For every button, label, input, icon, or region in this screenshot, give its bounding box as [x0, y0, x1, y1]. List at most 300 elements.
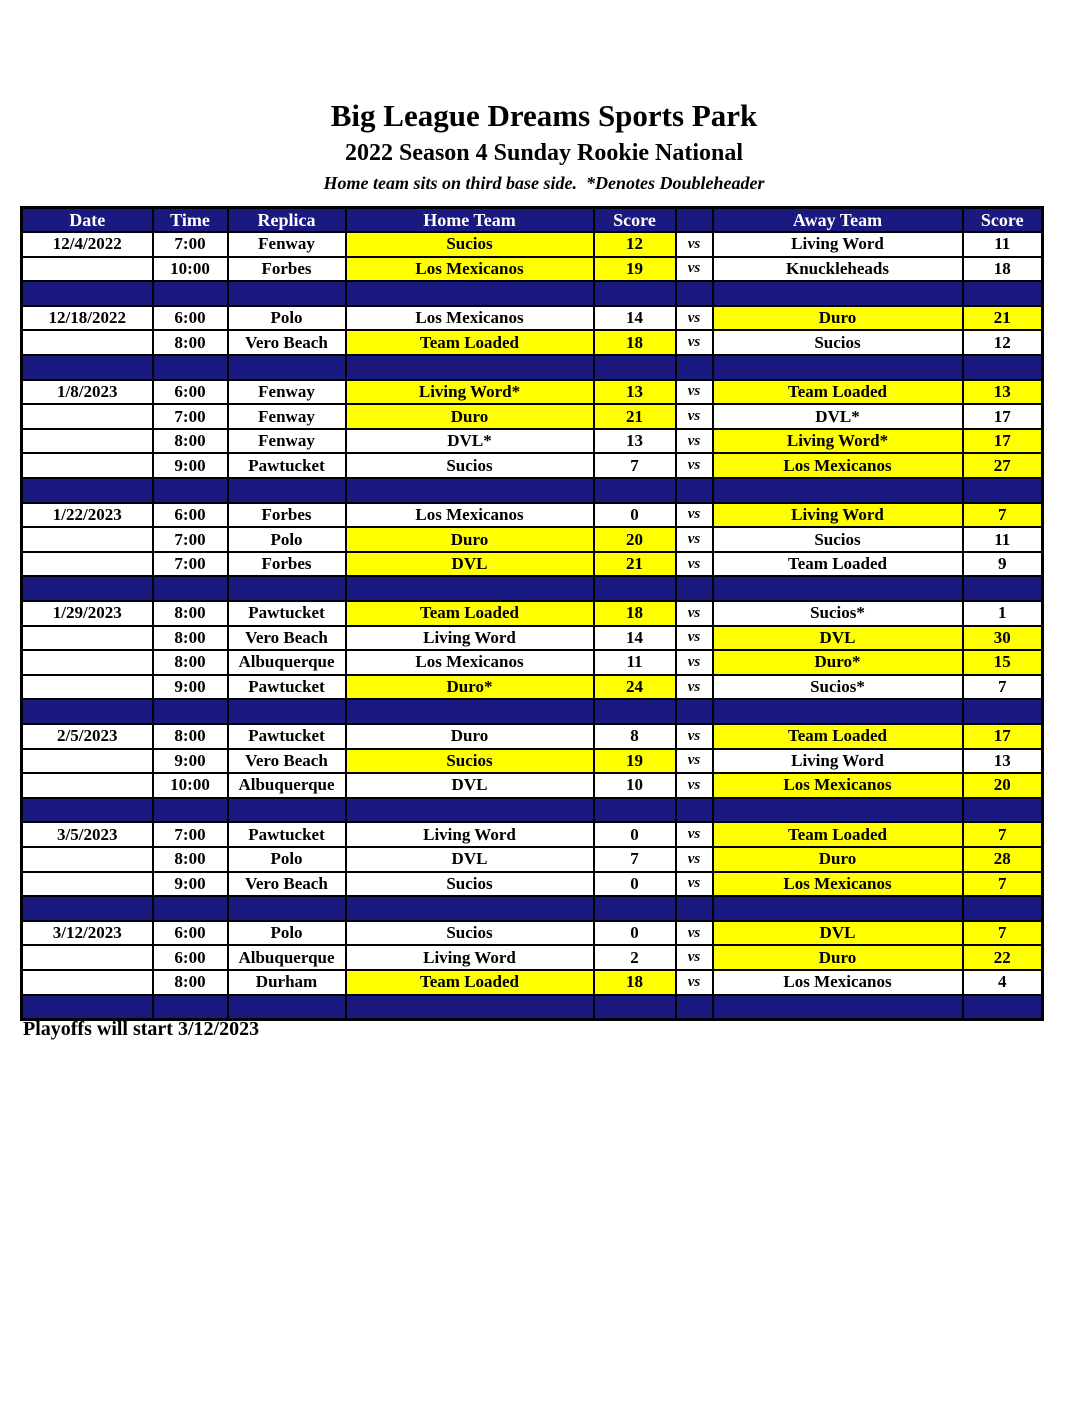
home-score-cell: 18 — [594, 970, 676, 995]
home-team-cell: Los Mexicanos — [346, 503, 594, 528]
away-team-cell: Los Mexicanos — [713, 970, 963, 995]
date-cell — [22, 626, 153, 651]
separator-cell — [228, 699, 346, 724]
separator-cell — [963, 355, 1043, 380]
away-team-cell: Knuckleheads — [713, 257, 963, 282]
vs-cell: vs — [676, 773, 713, 798]
date-cell: 1/22/2023 — [22, 503, 153, 528]
away-team-cell: Los Mexicanos — [713, 872, 963, 897]
separator-cell — [676, 699, 713, 724]
home-score-cell: 2 — [594, 945, 676, 970]
away-team-cell: DVL* — [713, 404, 963, 429]
home-score-cell: 13 — [594, 380, 676, 405]
away-team-cell: DVL — [713, 626, 963, 651]
away-score-cell: 11 — [963, 232, 1043, 257]
vs-cell: vs — [676, 945, 713, 970]
separator-cell — [346, 798, 594, 823]
home-team-cell: DVL — [346, 552, 594, 577]
replica-cell: Pawtucket — [228, 675, 346, 700]
game-row — [22, 257, 1043, 282]
game-row — [22, 232, 1043, 257]
away-score-cell: 7 — [963, 822, 1043, 847]
game-row — [22, 773, 1043, 798]
date-cell — [22, 429, 153, 454]
game-row — [22, 970, 1043, 995]
away-score-cell: 7 — [963, 675, 1043, 700]
col-header-replica: Replica — [228, 208, 346, 233]
game-row — [22, 429, 1043, 454]
replica-cell: Polo — [228, 847, 346, 872]
away-score-cell: 17 — [963, 724, 1043, 749]
home-score-cell: 20 — [594, 527, 676, 552]
away-score-cell: 13 — [963, 380, 1043, 405]
time-cell: 8:00 — [153, 601, 228, 626]
date-cell: 3/12/2023 — [22, 921, 153, 946]
time-cell: 7:00 — [153, 822, 228, 847]
away-score-cell: 30 — [963, 626, 1043, 651]
col-header-away-team: Away Team — [713, 208, 963, 233]
replica-cell: Fenway — [228, 404, 346, 429]
vs-cell: vs — [676, 749, 713, 774]
separator-cell — [228, 576, 346, 601]
time-cell: 8:00 — [153, 847, 228, 872]
col-header-home-team: Home Team — [346, 208, 594, 233]
separator-row — [22, 995, 1043, 1020]
home-score-cell: 0 — [594, 872, 676, 897]
replica-cell: Forbes — [228, 552, 346, 577]
separator-cell — [713, 478, 963, 503]
time-cell: 10:00 — [153, 257, 228, 282]
away-score-cell: 22 — [963, 945, 1043, 970]
home-team-cell: Team Loaded — [346, 970, 594, 995]
game-row — [22, 330, 1043, 355]
separator-cell — [228, 281, 346, 306]
separator-cell — [22, 995, 153, 1020]
date-cell: 3/5/2023 — [22, 822, 153, 847]
game-row — [22, 306, 1043, 331]
separator-row — [22, 355, 1043, 380]
home-score-cell: 0 — [594, 503, 676, 528]
separator-cell — [228, 995, 346, 1020]
away-score-cell: 9 — [963, 552, 1043, 577]
vs-cell: vs — [676, 601, 713, 626]
replica-cell: Pawtucket — [228, 453, 346, 478]
vs-cell: vs — [676, 847, 713, 872]
separator-cell — [153, 798, 228, 823]
separator-cell — [594, 478, 676, 503]
home-team-cell: Sucios — [346, 921, 594, 946]
separator-cell — [713, 281, 963, 306]
separator-cell — [346, 355, 594, 380]
time-cell: 8:00 — [153, 724, 228, 749]
home-team-cell: Los Mexicanos — [346, 257, 594, 282]
away-score-cell: 7 — [963, 872, 1043, 897]
away-score-cell: 28 — [963, 847, 1043, 872]
replica-cell: Albuquerque — [228, 650, 346, 675]
separator-cell — [153, 478, 228, 503]
home-score-cell: 11 — [594, 650, 676, 675]
separator-cell — [228, 896, 346, 921]
vs-cell: vs — [676, 552, 713, 577]
home-score-cell: 7 — [594, 453, 676, 478]
home-team-cell: Living Word — [346, 822, 594, 847]
home-team-cell: DVL — [346, 847, 594, 872]
time-cell: 8:00 — [153, 626, 228, 651]
vs-cell: vs — [676, 257, 713, 282]
separator-cell — [713, 576, 963, 601]
separator-cell — [676, 896, 713, 921]
vs-cell: vs — [676, 724, 713, 749]
away-score-cell: 20 — [963, 773, 1043, 798]
playoffs-note: Playoffs will start 3/12/2023 — [23, 1018, 260, 1040]
vs-cell: vs — [676, 675, 713, 700]
time-cell: 8:00 — [153, 650, 228, 675]
time-cell: 8:00 — [153, 330, 228, 355]
page-subtitle: 2022 Season 4 Sunday Rookie National — [344, 140, 744, 166]
home-score-cell: 14 — [594, 306, 676, 331]
home-score-cell: 12 — [594, 232, 676, 257]
game-row — [22, 724, 1043, 749]
time-cell: 6:00 — [153, 503, 228, 528]
replica-cell: Forbes — [228, 503, 346, 528]
replica-cell: Pawtucket — [228, 601, 346, 626]
home-team-cell: DVL — [346, 773, 594, 798]
separator-cell — [713, 896, 963, 921]
home-team-cell: Team Loaded — [346, 330, 594, 355]
home-score-cell: 21 — [594, 552, 676, 577]
away-score-cell: 7 — [963, 921, 1043, 946]
page-title: Big League Dreams Sports Park — [330, 98, 758, 133]
vs-cell: vs — [676, 872, 713, 897]
home-score-cell: 24 — [594, 675, 676, 700]
replica-cell: Albuquerque — [228, 773, 346, 798]
replica-cell: Polo — [228, 527, 346, 552]
game-row — [22, 404, 1043, 429]
time-cell: 7:00 — [153, 232, 228, 257]
game-row — [22, 503, 1043, 528]
away-score-cell: 15 — [963, 650, 1043, 675]
away-team-cell: Living Word — [713, 232, 963, 257]
game-row — [22, 527, 1043, 552]
separator-cell — [676, 798, 713, 823]
separator-cell — [22, 896, 153, 921]
date-cell: 12/4/2022 — [22, 232, 153, 257]
replica-cell: Polo — [228, 921, 346, 946]
separator-cell — [153, 281, 228, 306]
separator-cell — [228, 798, 346, 823]
away-score-cell: 17 — [963, 404, 1043, 429]
separator-cell — [22, 281, 153, 306]
home-score-cell: 14 — [594, 626, 676, 651]
time-cell: 6:00 — [153, 945, 228, 970]
separator-row — [22, 896, 1043, 921]
away-team-cell: Sucios* — [713, 601, 963, 626]
home-team-cell: Duro — [346, 724, 594, 749]
away-team-cell: Team Loaded — [713, 724, 963, 749]
separator-cell — [153, 995, 228, 1020]
replica-cell: Albuquerque — [228, 945, 346, 970]
vs-cell: vs — [676, 306, 713, 331]
col-header-date: Date — [22, 208, 153, 233]
away-score-cell: 13 — [963, 749, 1043, 774]
col-header-away-score: Score — [963, 208, 1043, 233]
date-cell — [22, 970, 153, 995]
date-cell — [22, 552, 153, 577]
time-cell: 9:00 — [153, 749, 228, 774]
game-row — [22, 921, 1043, 946]
date-cell — [22, 773, 153, 798]
game-row — [22, 552, 1043, 577]
separator-cell — [346, 576, 594, 601]
separator-row — [22, 576, 1043, 601]
vs-cell: vs — [676, 232, 713, 257]
time-cell: 9:00 — [153, 872, 228, 897]
col-header-time: Time — [153, 208, 228, 233]
home-team-note: Home team sits on third base side. *Denotes Doubleheader — [323, 173, 765, 193]
header-row — [22, 208, 1043, 233]
separator-cell — [594, 355, 676, 380]
away-team-cell: Sucios — [713, 527, 963, 552]
home-team-cell: Living Word* — [346, 380, 594, 405]
away-team-cell: Duro — [713, 847, 963, 872]
replica-cell: Vero Beach — [228, 626, 346, 651]
game-row — [22, 945, 1043, 970]
date-cell — [22, 749, 153, 774]
separator-cell — [346, 896, 594, 921]
separator-row — [22, 478, 1043, 503]
date-cell: 2/5/2023 — [22, 724, 153, 749]
away-team-cell: Living Word — [713, 503, 963, 528]
separator-cell — [963, 896, 1043, 921]
time-cell: 7:00 — [153, 552, 228, 577]
vs-cell: vs — [676, 527, 713, 552]
time-cell: 9:00 — [153, 675, 228, 700]
away-team-cell: Duro — [713, 945, 963, 970]
date-cell — [22, 650, 153, 675]
game-row — [22, 872, 1043, 897]
home-team-cell: Sucios — [346, 453, 594, 478]
away-score-cell: 12 — [963, 330, 1043, 355]
date-cell — [22, 330, 153, 355]
separator-cell — [153, 896, 228, 921]
separator-cell — [963, 798, 1043, 823]
time-cell: 6:00 — [153, 306, 228, 331]
home-team-cell: Living Word — [346, 945, 594, 970]
vs-column-header — [676, 208, 713, 233]
game-row — [22, 380, 1043, 405]
time-cell: 8:00 — [153, 970, 228, 995]
separator-cell — [153, 355, 228, 380]
date-cell — [22, 453, 153, 478]
home-score-cell: 18 — [594, 330, 676, 355]
away-score-cell: 21 — [963, 306, 1043, 331]
away-team-cell: Sucios* — [713, 675, 963, 700]
vs-cell: vs — [676, 650, 713, 675]
game-row — [22, 626, 1043, 651]
separator-cell — [22, 798, 153, 823]
date-cell — [22, 847, 153, 872]
game-row — [22, 675, 1043, 700]
home-team-cell: Duro* — [346, 675, 594, 700]
away-team-cell: Duro — [713, 306, 963, 331]
separator-cell — [963, 576, 1043, 601]
game-row — [22, 601, 1043, 626]
col-header-home-score: Score — [594, 208, 676, 233]
game-row — [22, 847, 1043, 872]
separator-cell — [153, 576, 228, 601]
separator-cell — [594, 995, 676, 1020]
away-score-cell: 27 — [963, 453, 1043, 478]
away-team-cell: Team Loaded — [713, 552, 963, 577]
vs-cell: vs — [676, 453, 713, 478]
vs-cell: vs — [676, 921, 713, 946]
game-row — [22, 749, 1043, 774]
home-score-cell: 7 — [594, 847, 676, 872]
separator-cell — [153, 699, 228, 724]
away-score-cell: 1 — [963, 601, 1043, 626]
replica-cell: Pawtucket — [228, 822, 346, 847]
separator-cell — [713, 798, 963, 823]
home-score-cell: 8 — [594, 724, 676, 749]
separator-cell — [22, 699, 153, 724]
separator-cell — [713, 699, 963, 724]
time-cell: 6:00 — [153, 921, 228, 946]
date-cell: 1/29/2023 — [22, 601, 153, 626]
away-score-cell: 4 — [963, 970, 1043, 995]
separator-cell — [676, 576, 713, 601]
separator-row — [22, 281, 1043, 306]
home-score-cell: 18 — [594, 601, 676, 626]
separator-cell — [676, 281, 713, 306]
separator-cell — [594, 896, 676, 921]
table-header — [22, 208, 1043, 233]
replica-cell: Polo — [228, 306, 346, 331]
separator-cell — [963, 699, 1043, 724]
vs-cell: vs — [676, 380, 713, 405]
home-score-cell: 13 — [594, 429, 676, 454]
separator-cell — [22, 355, 153, 380]
separator-cell — [22, 478, 153, 503]
replica-cell: Durham — [228, 970, 346, 995]
away-team-cell: Los Mexicanos — [713, 773, 963, 798]
separator-cell — [228, 355, 346, 380]
separator-cell — [713, 995, 963, 1020]
separator-cell — [594, 281, 676, 306]
home-team-cell: Sucios — [346, 872, 594, 897]
separator-cell — [346, 699, 594, 724]
home-team-cell: Sucios — [346, 749, 594, 774]
away-score-cell: 11 — [963, 527, 1043, 552]
vs-cell: vs — [676, 330, 713, 355]
date-cell: 1/8/2023 — [22, 380, 153, 405]
schedule-table — [20, 206, 1044, 1021]
separator-cell — [228, 478, 346, 503]
replica-cell: Vero Beach — [228, 330, 346, 355]
replica-cell: Pawtucket — [228, 724, 346, 749]
home-team-cell: Team Loaded — [346, 601, 594, 626]
game-row — [22, 650, 1043, 675]
separator-row — [22, 798, 1043, 823]
time-cell: 7:00 — [153, 527, 228, 552]
away-score-cell: 18 — [963, 257, 1043, 282]
vs-cell: vs — [676, 626, 713, 651]
home-score-cell: 0 — [594, 822, 676, 847]
replica-cell: Fenway — [228, 380, 346, 405]
separator-cell — [713, 355, 963, 380]
home-team-cell: Duro — [346, 404, 594, 429]
home-score-cell: 0 — [594, 921, 676, 946]
separator-cell — [594, 798, 676, 823]
away-team-cell: Duro* — [713, 650, 963, 675]
replica-cell: Vero Beach — [228, 749, 346, 774]
home-team-cell: Los Mexicanos — [346, 650, 594, 675]
table-body — [22, 232, 1043, 1019]
replica-cell: Forbes — [228, 257, 346, 282]
separator-cell — [346, 478, 594, 503]
separator-cell — [676, 355, 713, 380]
separator-cell — [963, 995, 1043, 1020]
away-team-cell: Team Loaded — [713, 822, 963, 847]
away-team-cell: DVL — [713, 921, 963, 946]
separator-cell — [346, 281, 594, 306]
away-score-cell: 17 — [963, 429, 1043, 454]
vs-cell: vs — [676, 404, 713, 429]
time-cell: 8:00 — [153, 429, 228, 454]
date-cell — [22, 945, 153, 970]
away-team-cell: Sucios — [713, 330, 963, 355]
time-cell: 7:00 — [153, 404, 228, 429]
home-score-cell: 21 — [594, 404, 676, 429]
away-team-cell: Los Mexicanos — [713, 453, 963, 478]
time-cell: 6:00 — [153, 380, 228, 405]
away-team-cell: Living Word — [713, 749, 963, 774]
home-team-cell: DVL* — [346, 429, 594, 454]
vs-cell: vs — [676, 970, 713, 995]
replica-cell: Vero Beach — [228, 872, 346, 897]
separator-cell — [676, 478, 713, 503]
date-cell — [22, 527, 153, 552]
time-cell: 10:00 — [153, 773, 228, 798]
separator-cell — [963, 478, 1043, 503]
date-cell — [22, 257, 153, 282]
vs-cell: vs — [676, 429, 713, 454]
away-team-cell: Team Loaded — [713, 380, 963, 405]
separator-cell — [676, 995, 713, 1020]
date-cell — [22, 675, 153, 700]
home-team-cell: Sucios — [346, 232, 594, 257]
date-cell — [22, 872, 153, 897]
separator-cell — [594, 576, 676, 601]
separator-cell — [346, 995, 594, 1020]
separator-cell — [963, 281, 1043, 306]
vs-cell: vs — [676, 503, 713, 528]
away-score-cell: 7 — [963, 503, 1043, 528]
away-team-cell: Living Word* — [713, 429, 963, 454]
game-row — [22, 822, 1043, 847]
home-score-cell: 10 — [594, 773, 676, 798]
home-team-cell: Los Mexicanos — [346, 306, 594, 331]
replica-cell: Fenway — [228, 232, 346, 257]
separator-cell — [594, 699, 676, 724]
separator-row — [22, 699, 1043, 724]
home-score-cell: 19 — [594, 257, 676, 282]
home-score-cell: 19 — [594, 749, 676, 774]
home-team-cell: Duro — [346, 527, 594, 552]
date-cell — [22, 404, 153, 429]
replica-cell: Fenway — [228, 429, 346, 454]
time-cell: 9:00 — [153, 453, 228, 478]
game-row — [22, 453, 1043, 478]
